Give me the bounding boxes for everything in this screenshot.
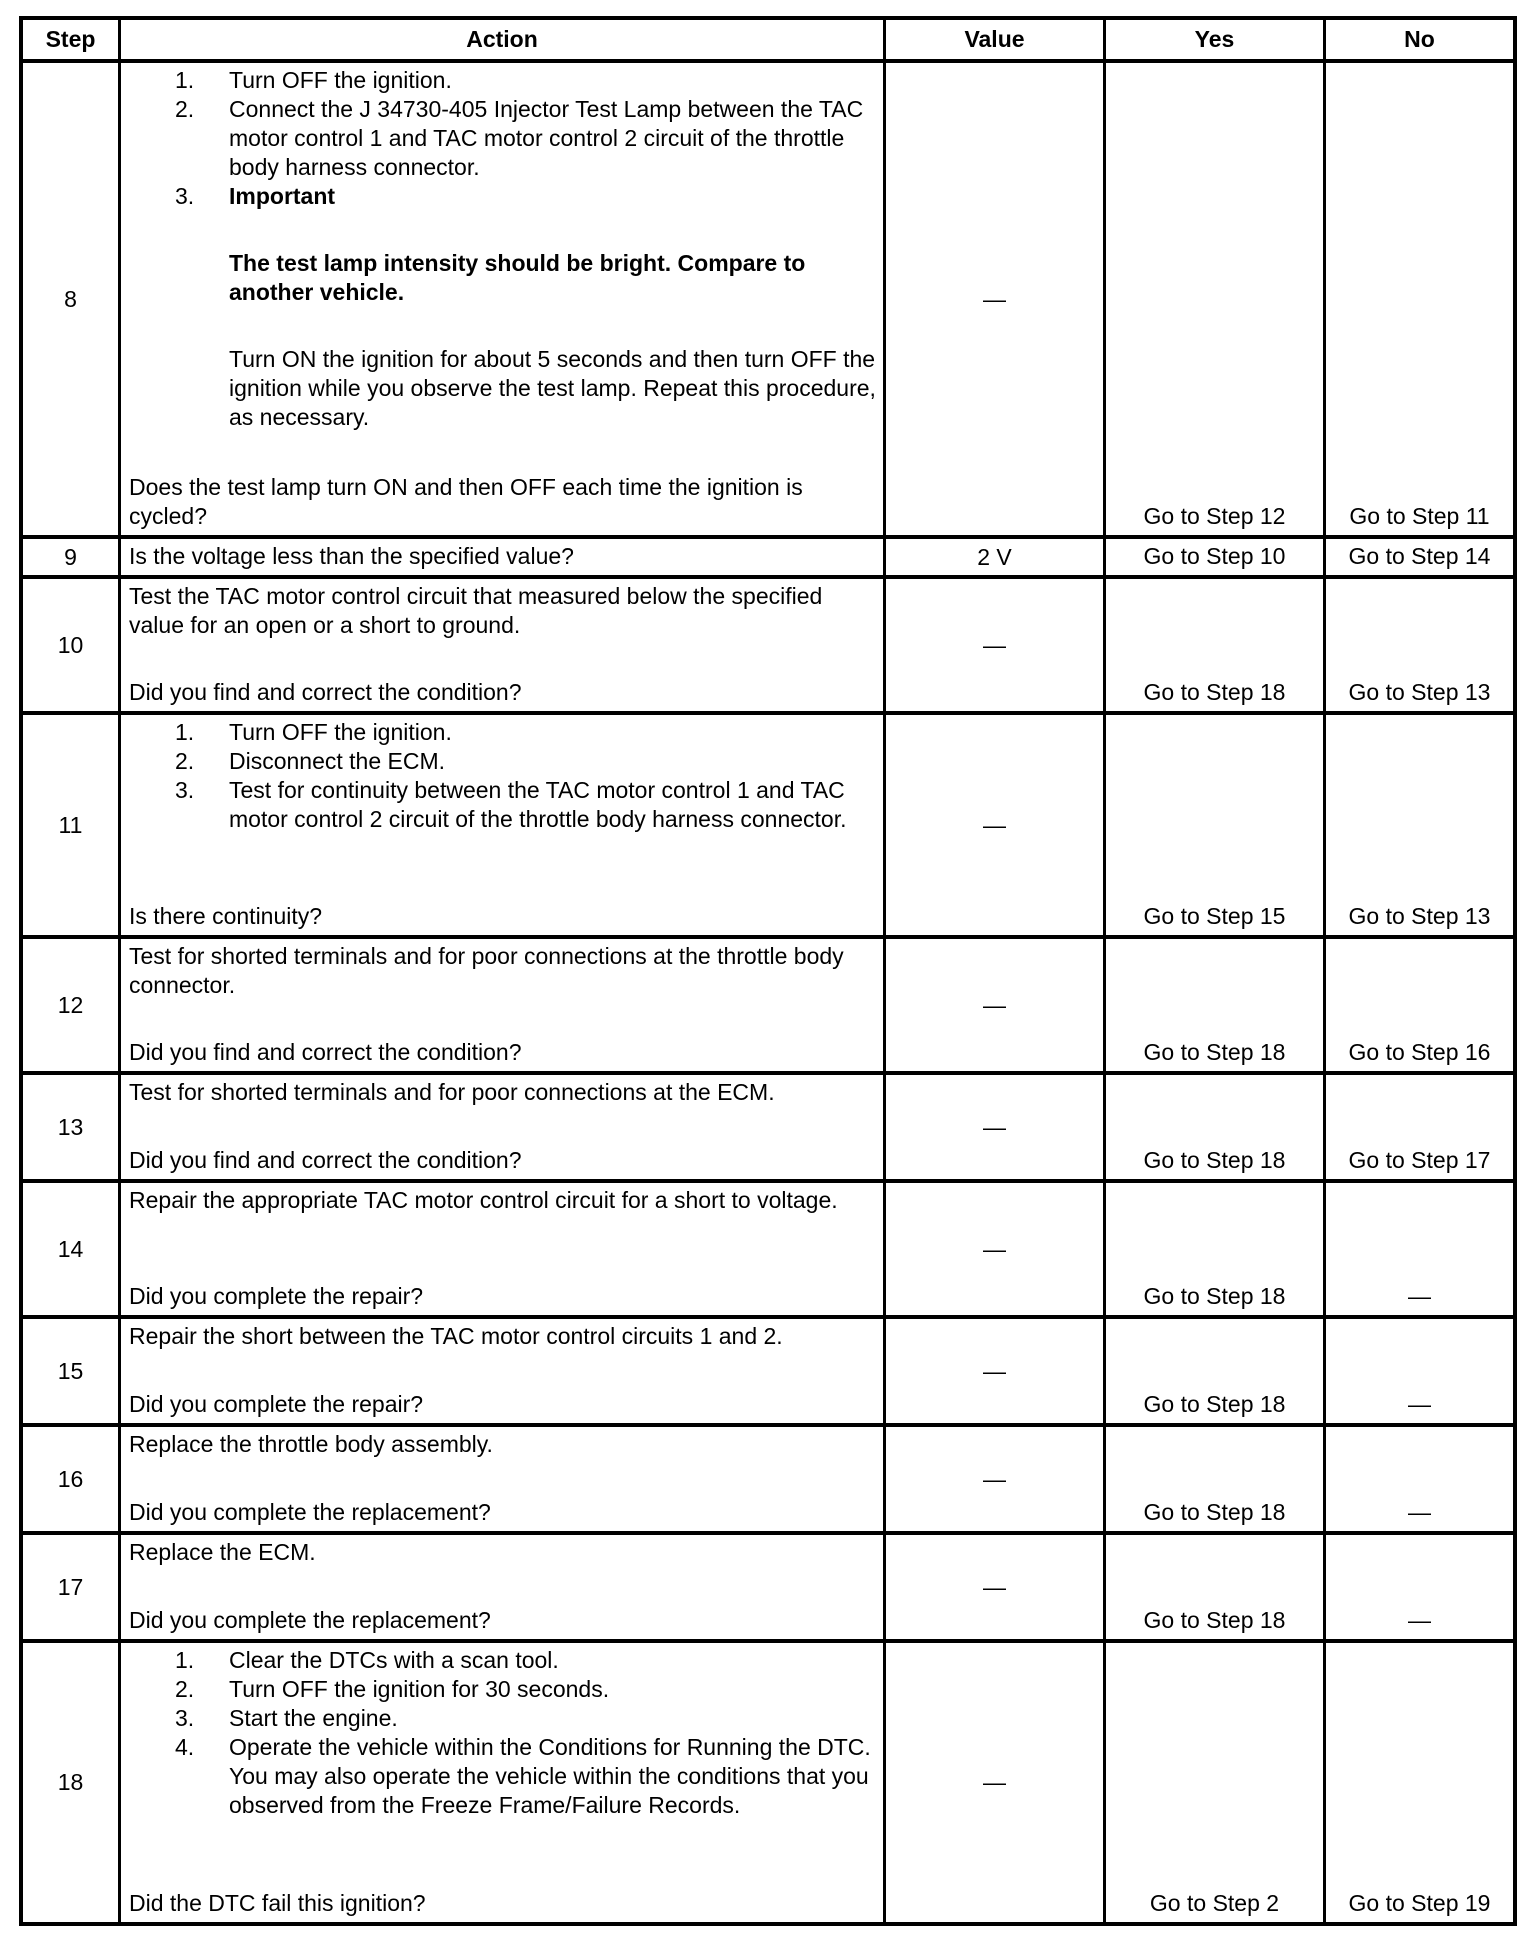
step-number: 8 <box>64 285 77 312</box>
yes-goto: Go to Step 18 <box>1143 1039 1286 1065</box>
step-number: 17 <box>57 1573 84 1600</box>
table-row <box>23 1423 1513 1531</box>
table-row <box>23 575 1513 711</box>
step-number: 12 <box>57 991 84 1018</box>
action-text: Replace the ECM. <box>129 1539 316 1565</box>
action-text: Repair the appropriate TAC motor control circuit for a short to voltage. <box>129 1187 838 1213</box>
table-row <box>23 59 1513 535</box>
yes-goto: Go to Step 10 <box>1143 543 1286 569</box>
list-item: 2. Turn OFF the ignition for 30 seconds. <box>175 1676 610 1702</box>
yes-goto: Go to Step 18 <box>1143 1283 1286 1309</box>
step-number: 13 <box>57 1113 84 1140</box>
step-number: 15 <box>57 1357 84 1384</box>
question-text: Did you complete the repair? <box>129 1283 424 1309</box>
table-row <box>23 935 1513 1071</box>
no-goto: Go to Step 13 <box>1348 679 1491 705</box>
table-row <box>23 711 1513 935</box>
action-text: Test for shorted terminals and for poor connections at the throttle body connector. <box>129 943 844 998</box>
list-item: 3. Start the engine. <box>175 1705 398 1731</box>
column-divider <box>1103 20 1106 1922</box>
list-item: 2. Disconnect the ECM. <box>175 748 446 774</box>
question-text: Did you find and correct the condition? <box>129 679 522 705</box>
step-number: 18 <box>57 1769 84 1795</box>
no-goto: — <box>1408 1283 1431 1309</box>
column-divider <box>1323 20 1326 1922</box>
header-no: No <box>1404 26 1435 52</box>
table-row <box>23 1639 1513 1922</box>
yes-goto: Go to Step 18 <box>1143 1499 1286 1525</box>
value-cell: — <box>983 1235 1006 1262</box>
step-number: 11 <box>58 811 83 838</box>
no-goto: Go to Step 11 <box>1349 503 1490 529</box>
header-step: Step <box>45 26 96 52</box>
no-goto: Go to Step 14 <box>1348 543 1491 569</box>
action-text: Test for shorted terminals and for poor connections at the ECM. <box>129 1079 775 1105</box>
header-action: Action <box>466 26 538 52</box>
header-row <box>23 20 1513 59</box>
question-text: Does the test lamp turn ON and then OFF each time the ignition is cycled? <box>129 474 803 529</box>
list-item: 1. Clear the DTCs with a scan tool. <box>175 1647 559 1673</box>
table-row <box>23 1071 1513 1179</box>
yes-goto: Go to Step 15 <box>1143 903 1286 929</box>
step-number: 9 <box>64 543 77 570</box>
header-value: Value <box>964 26 1025 52</box>
step-number: 16 <box>57 1465 84 1492</box>
no-goto: Go to Step 13 <box>1348 903 1491 929</box>
column-divider <box>883 20 886 1922</box>
value-cell: — <box>983 631 1006 658</box>
column-divider <box>118 20 121 1922</box>
list-item: 4. Operate the vehicle within the Conditions for Running the DTC. You may also operate the vehicle within the conditions that you observed from the Freeze Frame/Failure Records. <box>175 1734 871 1818</box>
instruction-text: Turn ON the ignition for about 5 seconds and then turn OFF the ignition while you observe the test lamp. Repeat this procedure, as necessary. <box>229 346 876 430</box>
yes-goto: Go to Step 18 <box>1143 1147 1286 1173</box>
question-text: Is the voltage less than the specified value? <box>129 543 574 569</box>
value-cell: — <box>983 1357 1006 1384</box>
no-goto: — <box>1408 1607 1431 1633</box>
no-goto: — <box>1408 1499 1431 1525</box>
table-row <box>23 1315 1513 1423</box>
table-row <box>23 1179 1513 1315</box>
yes-goto: Go to Step 18 <box>1143 1391 1286 1417</box>
value-cell: — <box>983 285 1006 312</box>
question-text: Did you complete the replacement? <box>129 1607 491 1633</box>
value-cell: — <box>983 1573 1006 1600</box>
value-cell: — <box>983 1113 1006 1140</box>
important-note: The test lamp intensity should be bright. Compare to another vehicle. <box>229 250 806 305</box>
question-text: Did the DTC fail this ignition? <box>129 1890 426 1916</box>
value-cell: — <box>983 991 1006 1018</box>
list-item: 1. Turn OFF the ignition. <box>175 719 452 745</box>
yes-goto: Go to Step 18 <box>1143 1607 1286 1633</box>
no-goto: Go to Step 16 <box>1348 1039 1491 1065</box>
table-row <box>23 1531 1513 1639</box>
step-number: 14 <box>57 1235 84 1262</box>
no-goto: Go to Step 17 <box>1348 1147 1491 1173</box>
table-row <box>23 535 1513 575</box>
list-item: 2. Connect the J 34730-405 Injector Test Lamp between the TAC motor control 1 and TAC motor control 2 circuit of the throttle body harness connector. <box>175 96 864 180</box>
yes-goto: Go to Step 12 <box>1143 503 1286 529</box>
diagnostic-table <box>19 16 1517 1926</box>
list-item: 1. Turn OFF the ignition. <box>175 67 452 93</box>
list-item: 3. Important <box>175 183 336 209</box>
action-text: Repair the short between the TAC motor control circuits 1 and 2. <box>129 1323 783 1349</box>
question-text: Did you complete the replacement? <box>129 1499 491 1525</box>
no-goto: Go to Step 19 <box>1348 1890 1491 1916</box>
question-text: Did you complete the repair? <box>129 1391 424 1417</box>
action-text: Test the TAC motor control circuit that measured below the specified value for an open or a short to ground. <box>129 583 823 638</box>
value-cell: — <box>983 1465 1006 1492</box>
no-goto: — <box>1408 1391 1431 1417</box>
list-item: 3. Test for continuity between the TAC motor control 1 and TAC motor control 2 circuit of the throttle body harness connector. <box>175 777 847 832</box>
value-cell: — <box>983 1769 1006 1795</box>
important-label: Important <box>229 183 336 209</box>
action-cell <box>121 63 883 535</box>
action-text: Replace the throttle body assembly. <box>129 1431 493 1457</box>
header-yes: Yes <box>1194 26 1235 52</box>
yes-goto: Go to Step 18 <box>1143 679 1286 705</box>
question-text: Did you find and correct the condition? <box>129 1147 522 1173</box>
question-text: Did you find and correct the condition? <box>129 1039 522 1065</box>
question-text: Is there continuity? <box>129 903 323 929</box>
value-cell: 2 V <box>977 543 1012 570</box>
step-number: 10 <box>57 631 84 658</box>
value-cell: — <box>983 811 1006 838</box>
yes-goto: Go to Step 2 <box>1149 1890 1280 1916</box>
